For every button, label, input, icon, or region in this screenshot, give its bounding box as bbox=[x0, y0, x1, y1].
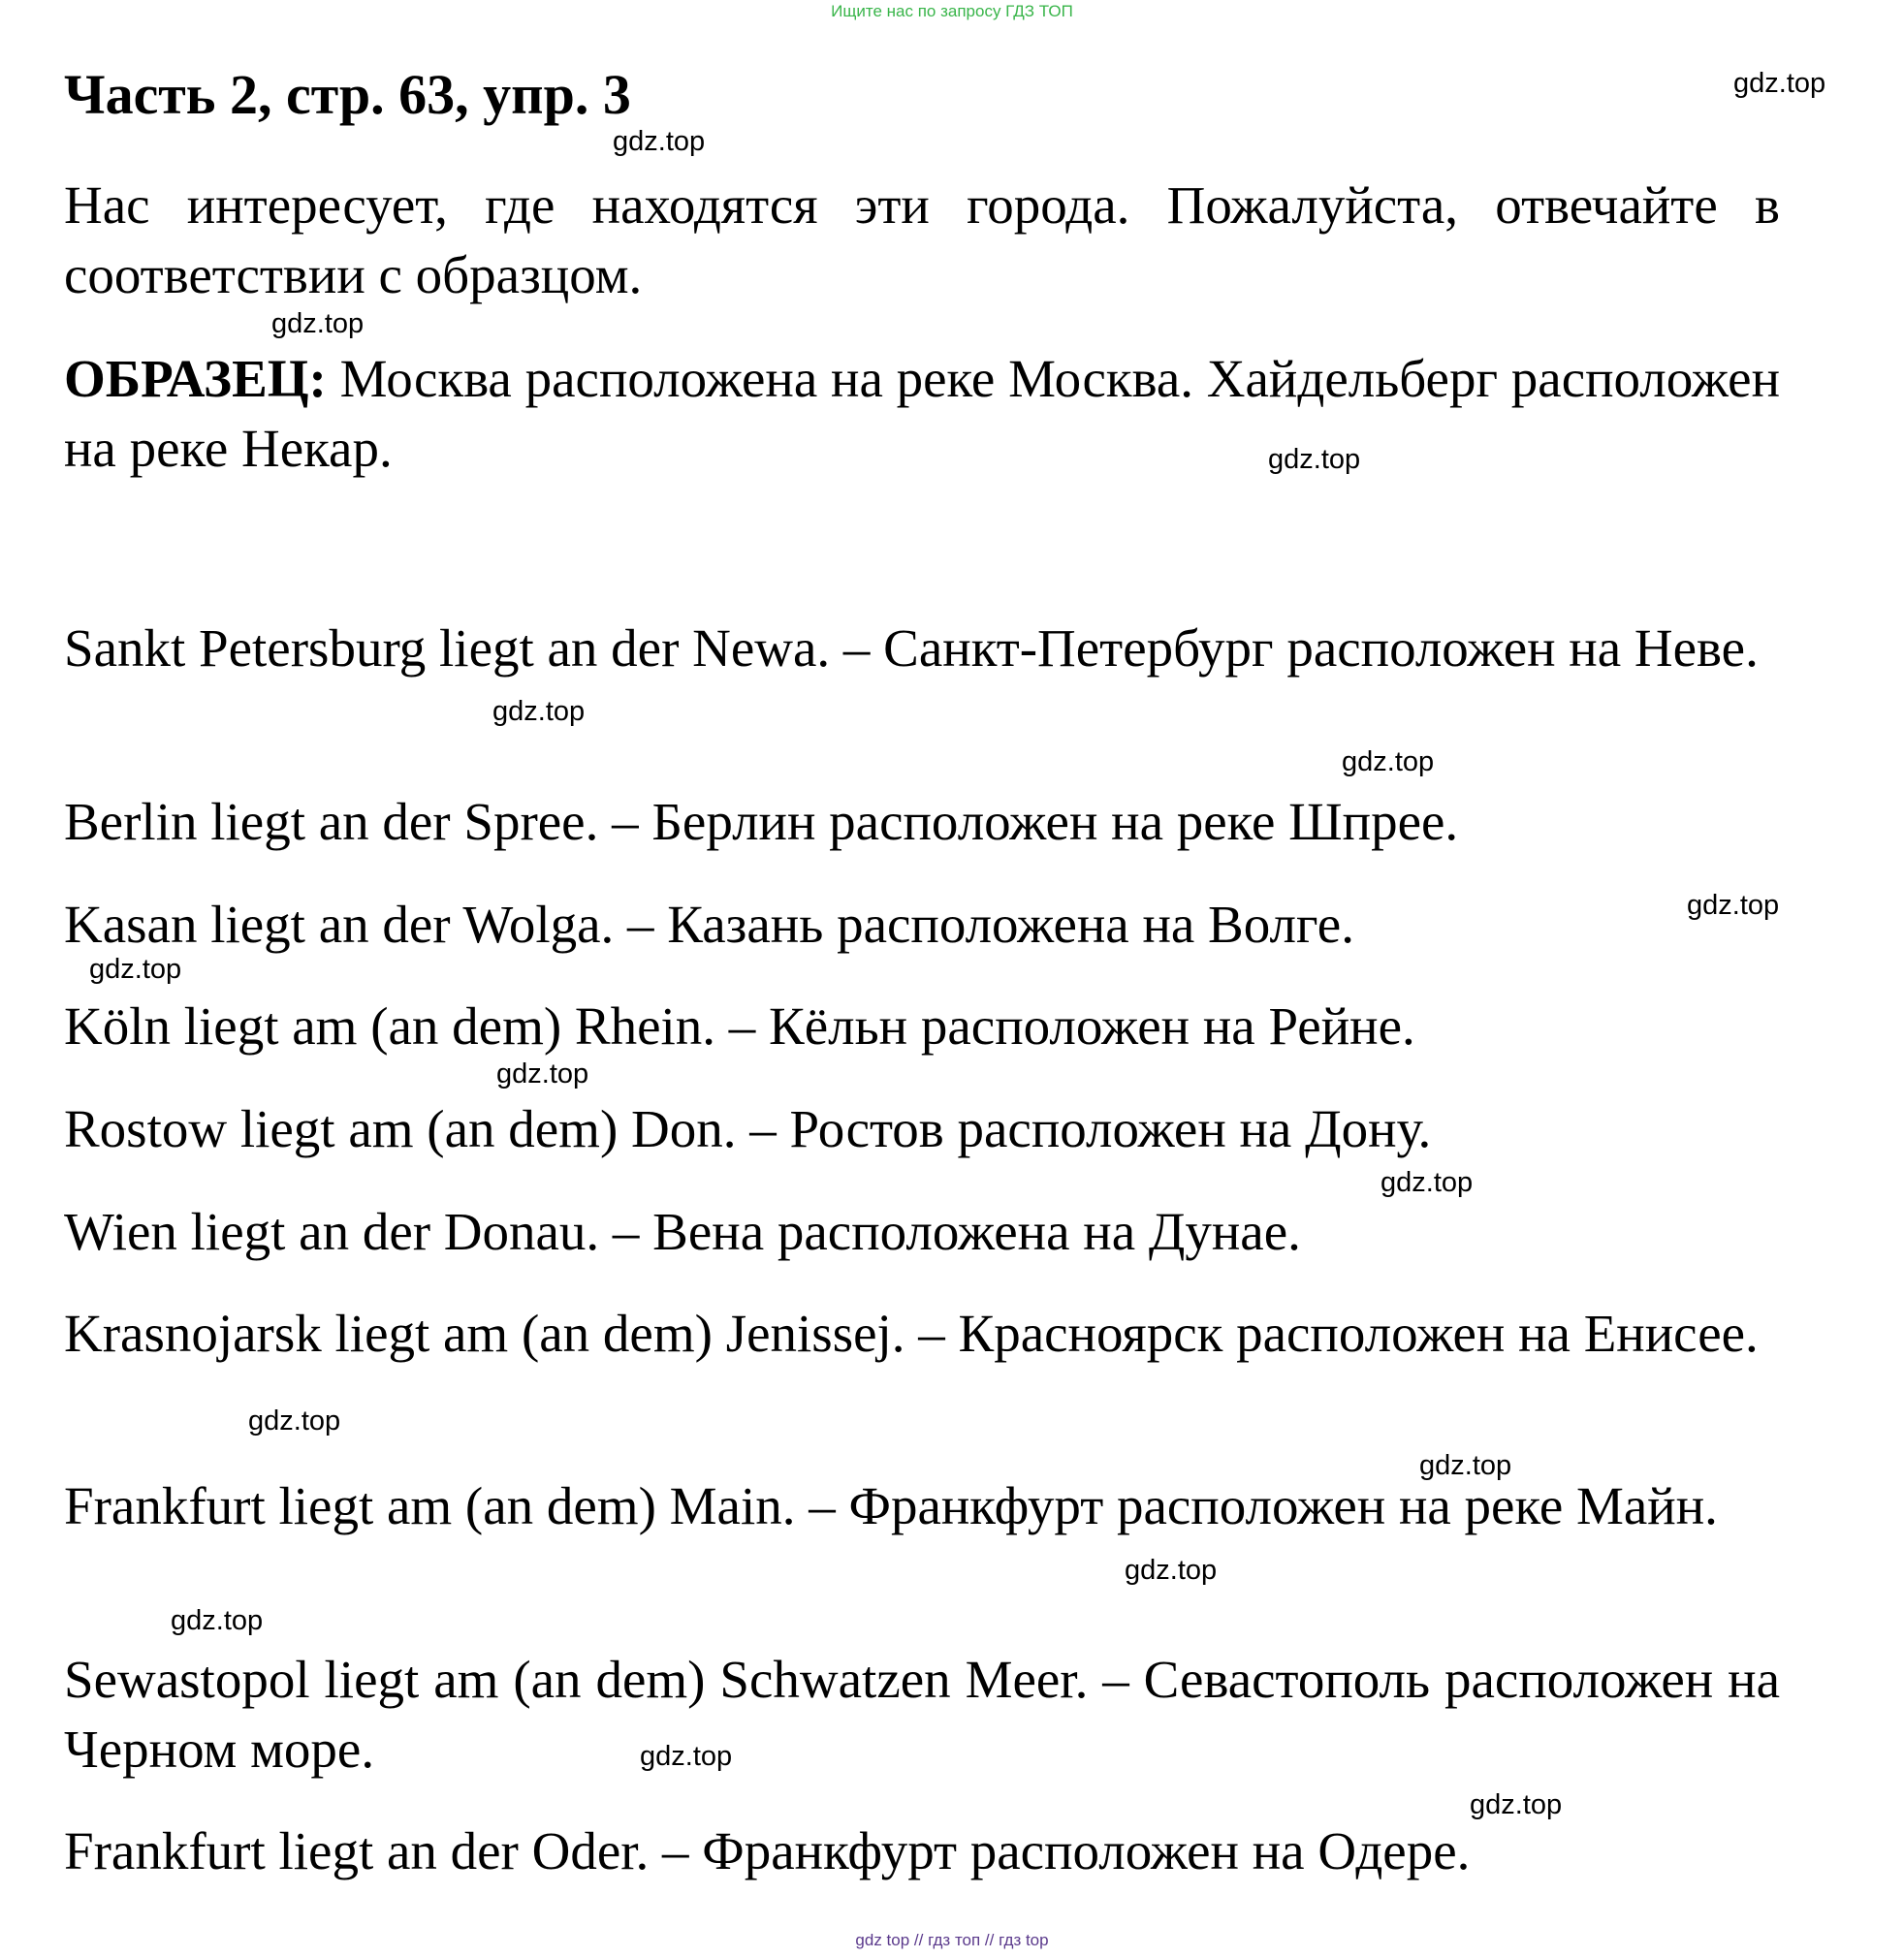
watermark: gdz.top bbox=[640, 1741, 733, 1772]
watermark: gdz.top bbox=[271, 308, 365, 339]
answer-item: Berlin liegt an der Spree. – Берлин расположен на реке Шпрее. bbox=[64, 792, 1459, 851]
watermark: gdz.top bbox=[248, 1405, 341, 1437]
footer-text: gdz top // гдз топ // гдз top bbox=[855, 1931, 1049, 1949]
watermark: gdz.top bbox=[613, 126, 706, 157]
watermark: gdz.top bbox=[171, 1605, 264, 1636]
watermark: gdz.top bbox=[1733, 68, 1826, 99]
sample-paragraph bbox=[64, 344, 1780, 484]
watermark: gdz.top bbox=[1687, 890, 1780, 921]
watermark: gdz.top bbox=[1380, 1167, 1474, 1198]
answer-item: Frankfurt liegt an der Oder. – Франкфурт расположен на Одере. bbox=[64, 1821, 1471, 1880]
watermark: gdz.top bbox=[496, 1058, 589, 1090]
watermark: gdz.top bbox=[1268, 444, 1361, 475]
answer-item: Rostow liegt am (an dem) Don. – Ростов расположен на Дону. bbox=[64, 1099, 1432, 1158]
sample-text: Москва расположена на реке Москва. Хайдельберг расположен на реке Некар. bbox=[64, 349, 1781, 478]
sample-label: ОБРАЗЕЦ: bbox=[64, 349, 327, 408]
answer-item: Kasan liegt an der Wolga. – Казань расположена на Волге. bbox=[64, 895, 1354, 954]
watermark: gdz.top bbox=[492, 696, 586, 727]
answer-item: Sankt Petersburg liegt an der Newa. – Санкт-Петербург расположен на Неве. bbox=[64, 618, 1759, 678]
answer-item: Krasnojarsk liegt am (an dem) Jenissej. – Красноярск расположен на Енисее. bbox=[64, 1304, 1759, 1363]
watermark: gdz.top bbox=[1419, 1450, 1512, 1481]
top-banner: Ищите нас по запросу ГДЗ ТОП bbox=[831, 2, 1073, 20]
watermark: gdz.top bbox=[1470, 1789, 1563, 1820]
page-title: Часть 2, стр. 63, упр. 3 bbox=[64, 63, 631, 126]
watermark: gdz.top bbox=[89, 954, 182, 985]
answer-item: Wien liegt an der Donau. – Вена расположена на Дунае. bbox=[64, 1202, 1301, 1261]
task-text: Нас интересует, где находятся эти города. Пожалуйста, отвечайте в соответствии с образцом. bbox=[64, 175, 1780, 304]
answer-item: Sewastopol liegt am (an dem) Schwatzen Meer. – Севастополь расположен на Черном море. bbox=[64, 1650, 1780, 1779]
watermark: gdz.top bbox=[1342, 746, 1435, 777]
answer-item: Köln liegt am (an dem) Rhein. – Кёльн расположен на Рейне. bbox=[64, 996, 1415, 1056]
answer-item: Frankfurt liegt am (an dem) Main. – Франкфурт расположен на реке Майн. bbox=[64, 1476, 1718, 1535]
watermark: gdz.top bbox=[1125, 1555, 1218, 1586]
